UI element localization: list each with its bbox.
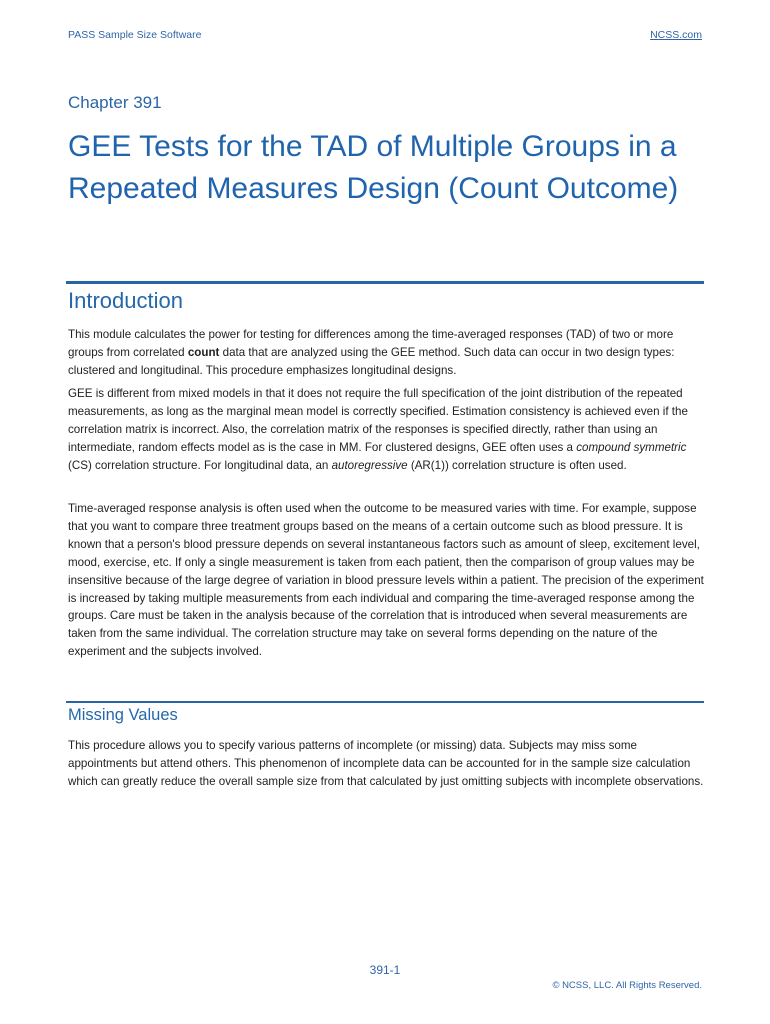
missing-values-paragraph: This procedure allows you to specify various patterns of incomplete (or missing) data. Subjects may miss some appointments but attend others. This phenomenon of incomplete data can be accounted for in the sample size calculation which can greatly reduce the overall sample size from that calculated by just omitting subjects with incomplete observations. [68, 739, 704, 788]
text-span: This module calculates the power for testing for differences among the time-averaged responses (TAD) of two or more groups from correlated [68, 328, 674, 359]
introduction-paragraph-2 [68, 385, 708, 475]
text-span: data that are analyzed using the GEE method. Such data can occur in two design types: clustered and longitudinal. This procedure emphasizes longitudinal designs. [68, 345, 675, 377]
page-title: GEE Tests for the TAD of Multiple Groups in a Repeated Measures Design (Count Outcome) [68, 130, 679, 205]
introduction-heading: Introduction [68, 288, 183, 313]
section-divider [66, 701, 704, 703]
title-divider [66, 281, 704, 284]
copyright-notice: © NCSS, LLC. All Rights Reserved. [552, 980, 702, 991]
missing-values-heading: Missing Values [68, 706, 178, 724]
chapter-label: Chapter 391 [68, 93, 162, 112]
bold-term: count [187, 345, 220, 359]
page-number: 391-1 [369, 963, 401, 977]
header-site-link[interactable]: NCSS.com [650, 29, 702, 41]
italic-term: compound symmetric [576, 440, 687, 454]
text-span: (AR(1)) correlation structure is often used. [407, 458, 627, 472]
introduction-paragraph-3: Time-averaged response analysis is often used when the outcome to be measured varies with time. For example, suppose that you want to compare three treatment groups based on the means of a certain outcome such as blood pressure. It is known that a person's blood pressure depends on several instantaneous factors such as amount of sleep, excitement level, mood, exercise, etc. If only a single measurement is taken from each patient, then the comparison of group values may be insensitive because of the large degree of variation in blood pressure levels within a patient. The precision of the experiment is increased by taking multiple measurements from each individual and comparing the time-averaged response among the groups. Care must be taken in the analysis because of the correlation that is introduced when several measurements are taken from the same individual. The correlation structure may take on several forms depending on the nature of the experiment and the subjects involved. [68, 502, 704, 659]
text-span: (CS) correlation structure. For longitudinal data, an [68, 458, 332, 472]
text-span: GEE is different from mixed models in that it does not require the full specification of the joint distribution of the repeated measurements, as long as the marginal mean model is correctly specified. Estimation consistency is achieved even if the correlation matrix is incorrect. Also, the correlation matrix of the responses is specified directly, rather than using an intermediate, random effects model as is the case in MM. For clustered designs, GEE often uses a [68, 387, 688, 454]
header-product-name: PASS Sample Size Software [68, 29, 202, 41]
introduction-paragraph-1 [68, 326, 708, 380]
italic-term: autoregressive [331, 458, 408, 472]
